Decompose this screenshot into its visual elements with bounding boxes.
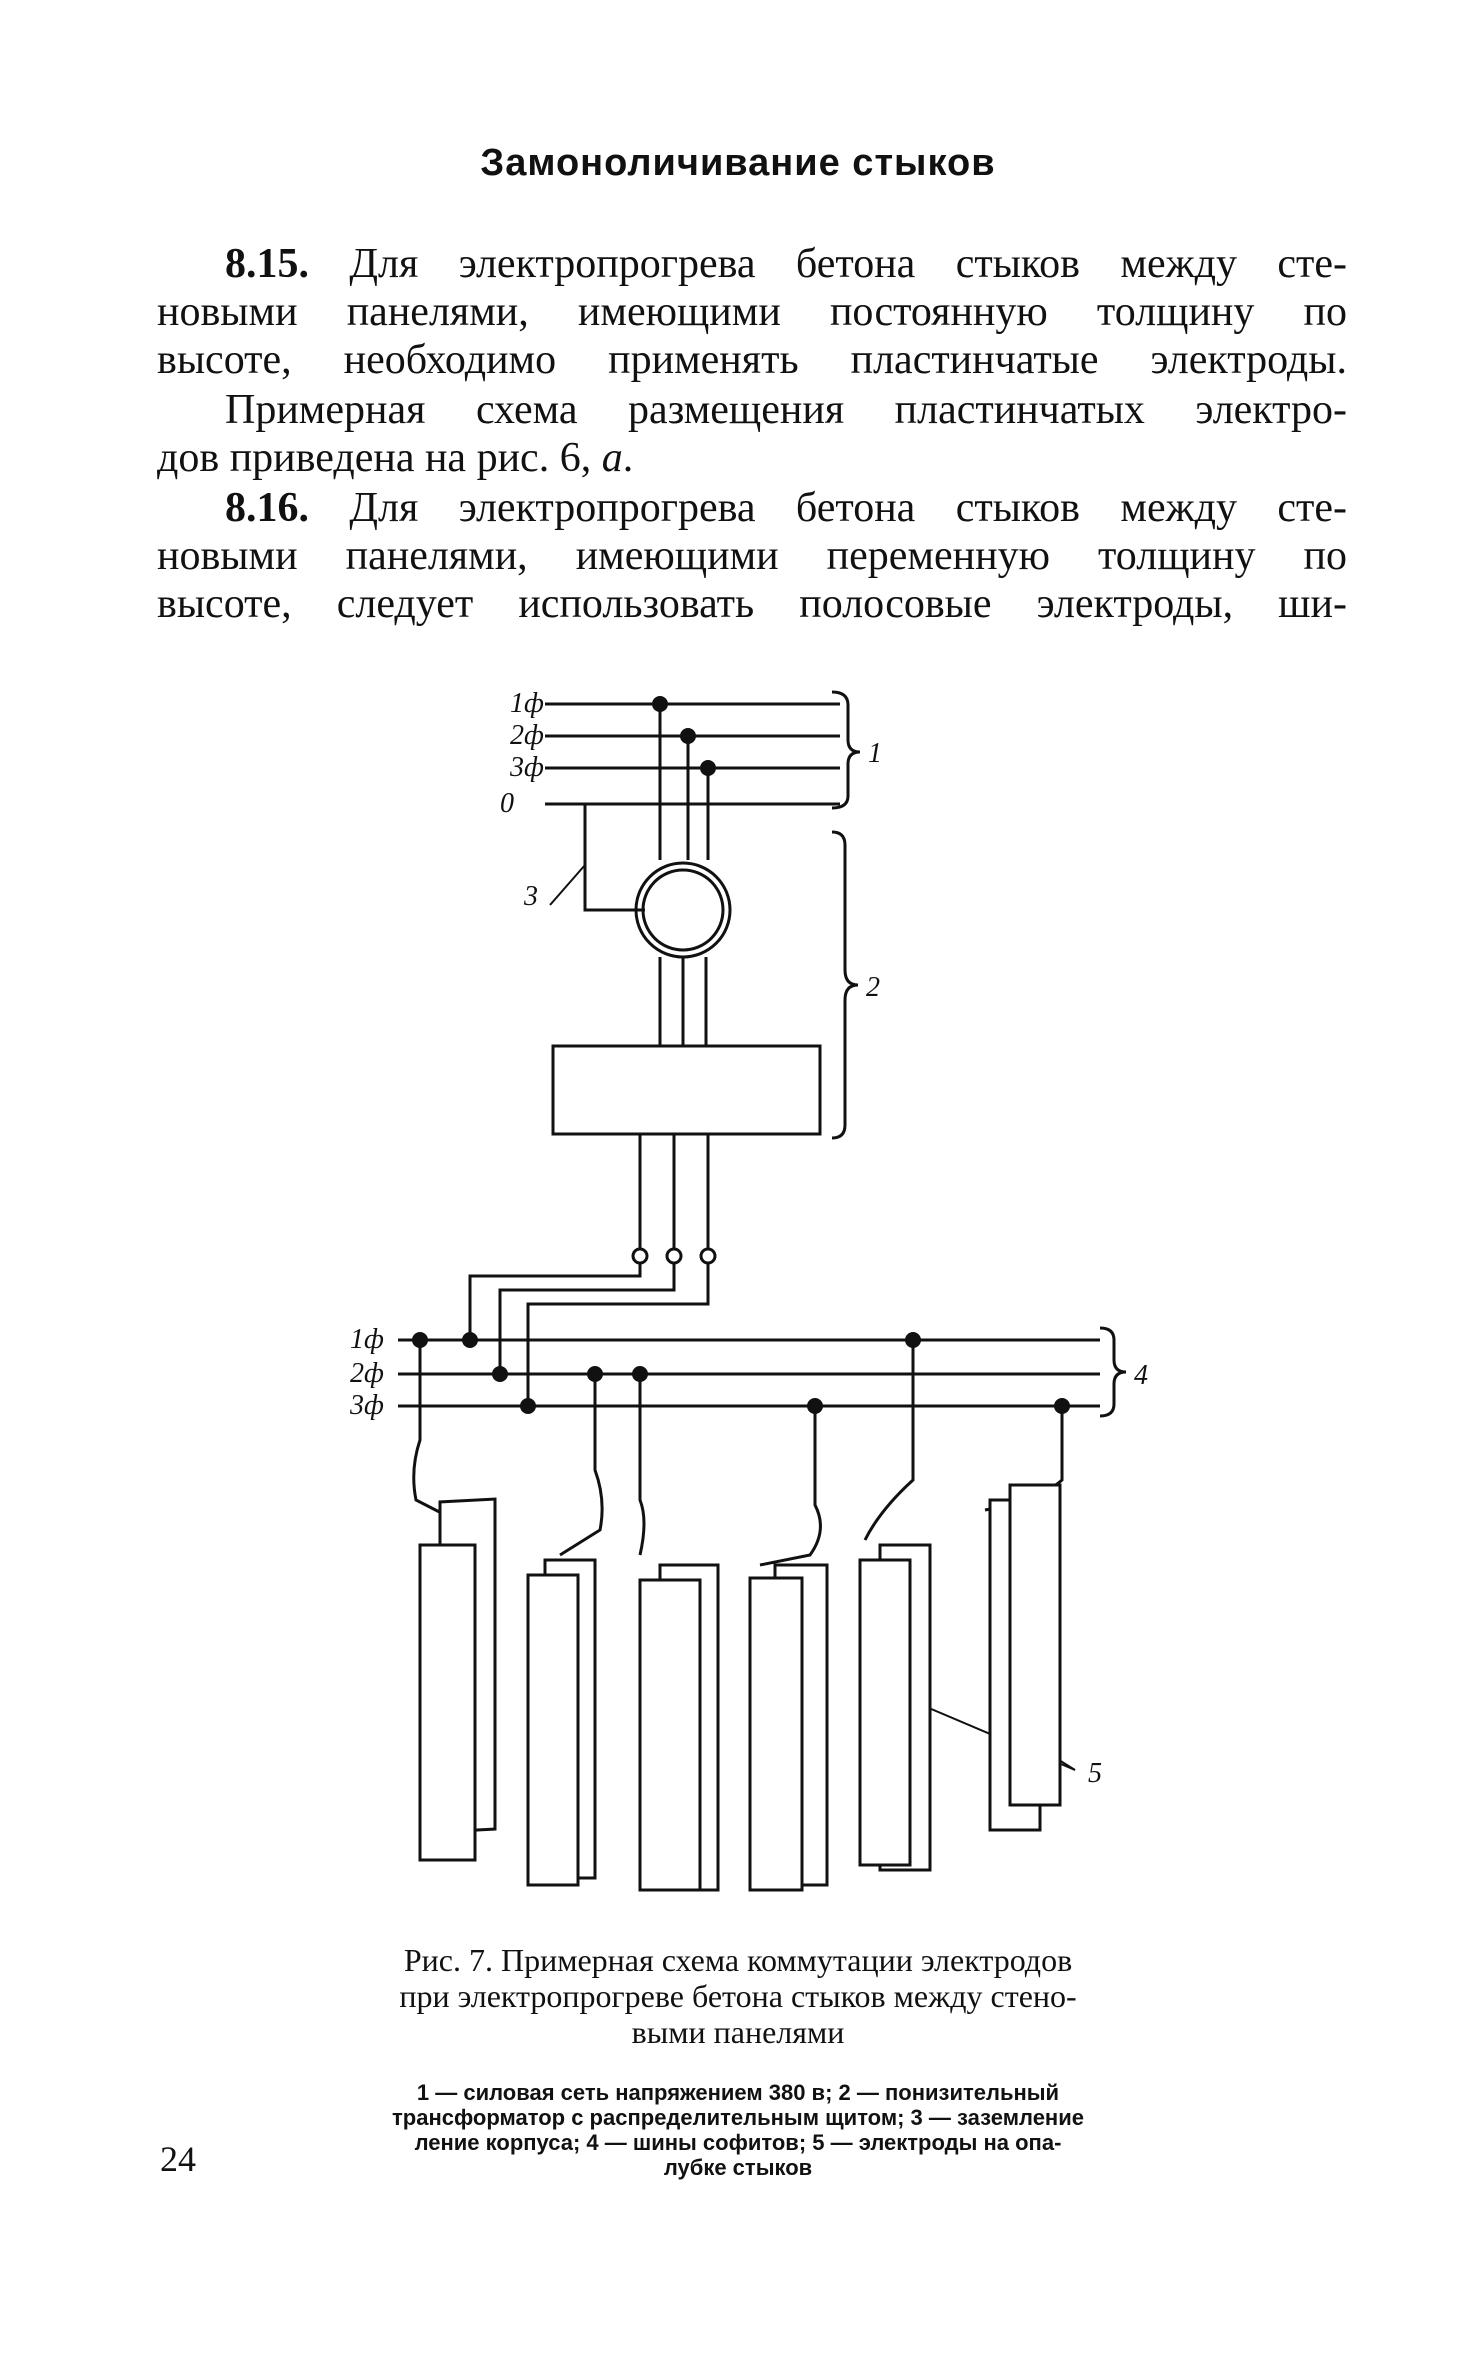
transformer-inner xyxy=(643,870,723,950)
transformer-feed xyxy=(470,704,858,1406)
text: Для электропрогрева бетона стыков между сте- xyxy=(349,241,1348,287)
label-3f-bottom: 3ф xyxy=(350,1390,384,1421)
electrode-plate xyxy=(1010,1485,1060,1805)
callout-5: 5 xyxy=(1088,1758,1102,1789)
terminal xyxy=(701,1249,715,1263)
text: . xyxy=(622,435,634,481)
distribution-board xyxy=(553,1046,820,1134)
figure-legend-line-2: трансформатор с распределительным щитом; 3 — заземление xyxy=(392,2105,1084,2130)
label-3f-top: 3ф xyxy=(510,752,544,783)
terminal xyxy=(633,1249,647,1263)
paragraph-number: 8.15. xyxy=(225,241,309,287)
electrodes xyxy=(420,1485,1060,1890)
label-2f-top: 2ф xyxy=(510,720,544,751)
figure-legend-line-4: лубке стыков xyxy=(663,2155,813,2180)
text: дов приведена на рис. 6, xyxy=(157,435,592,481)
paragraph-8-15-line-2: новыми панелями, имеющими постоянную толщину по xyxy=(157,289,1347,335)
figure-ref: а xyxy=(601,435,623,481)
paragraph-8-16-line-2: новыми панелями, имеющими переменную толщину по xyxy=(157,533,1347,579)
figure-legend-line-1: 1 — силовая сеть напряжением 380 в; 2 — понизительный xyxy=(416,2080,1060,2105)
figure-legend-line-3: ление корпуса; 4 — шины софитов; 5 — электроды на опа- xyxy=(414,2130,1062,2155)
terminal xyxy=(667,1249,681,1263)
feed-3f xyxy=(528,1262,708,1406)
grounding-wire xyxy=(585,804,645,910)
brace-4 xyxy=(1100,1328,1126,1416)
figure-caption-line-3: выми панелями xyxy=(631,2014,845,2050)
label-1f-bottom: 1ф xyxy=(350,1324,384,1355)
callout-2: 2 xyxy=(866,972,880,1003)
transformer-outer xyxy=(636,863,730,957)
feed-1f xyxy=(470,1262,640,1338)
paragraph-scheme-line-1: Примерная схема размещения пластинчатых электро- xyxy=(225,387,1347,433)
paragraph-number: 8.16. xyxy=(225,485,309,531)
brace-1 xyxy=(832,692,860,808)
text: Для электропрогрева бетона стыков между сте- xyxy=(349,485,1348,531)
label-1f-top: 1ф xyxy=(510,688,544,719)
label-0-top: 0 xyxy=(500,788,514,819)
electrode-plate xyxy=(750,1578,802,1890)
electrode-plate xyxy=(860,1560,910,1865)
label-2f-bottom: 2ф xyxy=(350,1358,384,1389)
terminals xyxy=(633,1249,715,1263)
figure-caption-line-2: при электропрогреве бетона стыков между стено- xyxy=(399,1978,1077,2014)
callout-1: 1 xyxy=(868,738,882,769)
paragraph-8-15-line-3: высоте, необходимо применять пластинчатые электроды. xyxy=(157,337,1347,383)
feed-2f xyxy=(500,1262,674,1372)
figure-caption-line-1: Рис. 7. Примерная схема коммутации электродов xyxy=(403,1942,1073,1978)
top-bus-lines xyxy=(545,692,860,808)
electrode-plate xyxy=(640,1580,700,1890)
callout-4: 4 xyxy=(1134,1360,1148,1391)
callout-3: 3 xyxy=(524,881,538,912)
page-number: 24 xyxy=(160,2139,196,2179)
brace-2 xyxy=(832,832,858,1138)
callout-3-leader xyxy=(550,865,585,905)
section-heading: Замоноличивание стыков xyxy=(480,142,996,184)
paragraph-8-16-line-3: высоте, следует использовать полосовые электроды, ши- xyxy=(157,581,1347,627)
electrode-plate xyxy=(420,1545,475,1860)
electrode-plate xyxy=(528,1575,578,1885)
